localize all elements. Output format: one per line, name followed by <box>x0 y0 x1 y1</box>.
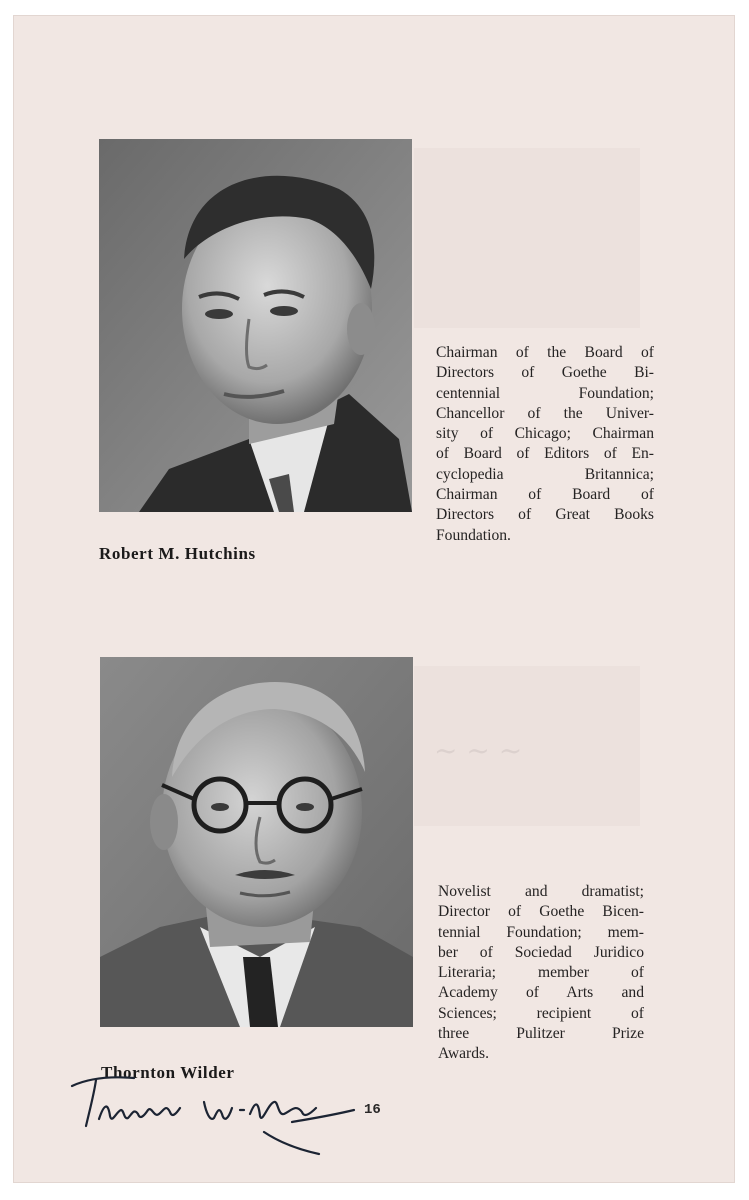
document-page <box>14 16 734 1182</box>
portrait-wilder-illustration <box>100 657 413 1027</box>
bio-line: sity of Chicago; Chairman <box>436 425 654 443</box>
bio-line: of Board of Editors of En- <box>436 445 654 463</box>
bio-line: Awards. <box>438 1045 489 1063</box>
bio-line: centennial Foundation; <box>436 384 654 402</box>
bio-line: Chairman of Board of <box>436 486 654 504</box>
portrait-photo-hutchins <box>99 139 412 512</box>
bleed-through-block <box>414 148 640 328</box>
bio-hutchins <box>436 343 654 546</box>
bio-line: three Pulitzer Prize <box>438 1025 644 1043</box>
portrait-photo-wilder <box>100 657 413 1027</box>
bio-wilder <box>438 882 644 1065</box>
bio-line: cyclopedia Britannica; <box>436 465 654 483</box>
bio-line: Chairman of the Board of <box>436 344 654 361</box>
person-name-hutchins: Robert M. Hutchins <box>99 544 256 563</box>
bio-line: Academy of Arts and <box>438 984 644 1002</box>
bio-line: Literaria; member of <box>438 964 644 982</box>
bio-line: Sciences; recipient of <box>438 1004 644 1022</box>
person-name-wilder: Thornton Wilder <box>101 1063 235 1082</box>
bio-line: Directors of Great Books <box>436 506 654 524</box>
bio-line: Novelist and dramatist; <box>438 883 644 900</box>
bio-line: tennial Foundation; mem- <box>438 923 644 941</box>
page-number: 16 <box>364 1102 381 1118</box>
portrait-hutchins-illustration <box>99 139 412 512</box>
bio-line: ber of Sociedad Juridico <box>438 943 644 961</box>
handwritten-signature <box>64 1064 364 1159</box>
bio-line: Director of Goethe Bicen- <box>438 903 644 921</box>
bio-line: Chancellor of the Univer- <box>436 404 654 422</box>
bio-line: Directors of Goethe Bi- <box>436 364 654 382</box>
bleed-through-scribble: ~ ~ ~ <box>434 734 523 767</box>
bio-line: Foundation. <box>436 526 511 544</box>
